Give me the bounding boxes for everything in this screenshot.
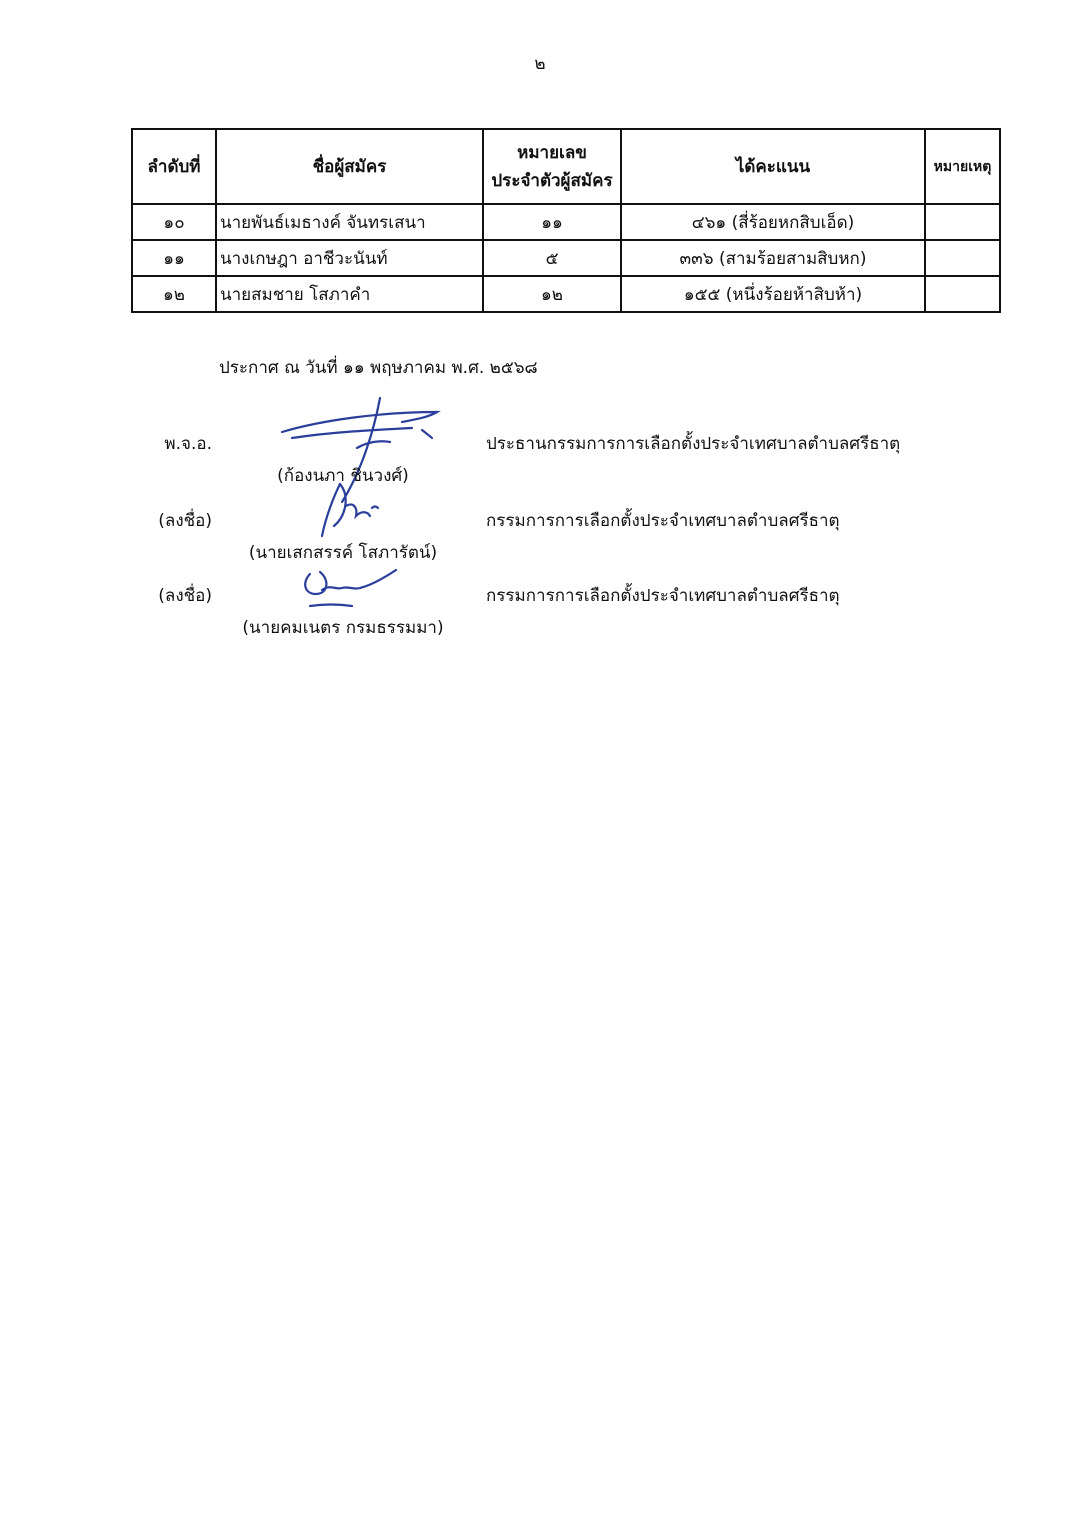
header-id-line2: ประจำตัวผู้สมัคร bbox=[491, 170, 613, 191]
signatory-name: (นายคมเนตร กรมธรรมมา) bbox=[242, 618, 444, 638]
signatory-prefix: (ลงชื่อ) bbox=[158, 586, 212, 606]
signatory-row bbox=[0, 582, 1080, 642]
signatory-row bbox=[0, 430, 1080, 490]
signatory-title: ประธานกรรมการการเลือกตั้งประจำเทศบาลตำบลศรีธาตุ bbox=[486, 434, 901, 454]
cell-name: นางเกษฎา อาชีวะนันท์ bbox=[216, 240, 483, 276]
table-header-row bbox=[132, 129, 1000, 204]
signatory-row bbox=[0, 507, 1080, 567]
signatory-name: (นายเสกสรรค์ โสภารัตน์) bbox=[248, 543, 438, 563]
header-score: ได้คะแนน bbox=[621, 129, 925, 204]
cell-order: ๑๐ bbox=[132, 204, 216, 240]
signatory-prefix: พ.จ.อ. bbox=[164, 434, 212, 454]
signatory-prefix: (ลงชื่อ) bbox=[158, 511, 212, 531]
cell-order: ๑๑ bbox=[132, 240, 216, 276]
cell-candidate-id: ๑๑ bbox=[483, 204, 621, 240]
cell-candidate-id: ๕ bbox=[483, 240, 621, 276]
cell-name: นายสมชาย โสภาคำ bbox=[216, 276, 483, 312]
signatory-title: กรรมการการเลือกตั้งประจำเทศบาลตำบลศรีธาตุ bbox=[486, 511, 840, 531]
cell-name: นายพันธ์เมธางค์ จันทรเสนา bbox=[216, 204, 483, 240]
cell-score: ๑๕๕ (หนึ่งร้อยห้าสิบห้า) bbox=[621, 276, 925, 312]
cell-score: ๓๓๖ (สามร้อยสามสิบหก) bbox=[621, 240, 925, 276]
cell-remark bbox=[925, 240, 1000, 276]
header-id-line1: หมายเลข bbox=[517, 142, 587, 163]
page-number: ๒ bbox=[534, 54, 546, 74]
table-row bbox=[132, 240, 1000, 276]
cell-order: ๑๒ bbox=[132, 276, 216, 312]
announcement-date: ประกาศ ณ วันที่ ๑๑ พฤษภาคม พ.ศ. ๒๕๖๘ bbox=[219, 358, 538, 378]
cell-remark bbox=[925, 276, 1000, 312]
signatory-title: กรรมการการเลือกตั้งประจำเทศบาลตำบลศรีธาตุ bbox=[486, 586, 840, 606]
signatory-name: (ก้องนภา ชินวงศ์) bbox=[277, 466, 409, 486]
results-table bbox=[131, 128, 1001, 313]
table-row bbox=[132, 204, 1000, 240]
header-name: ชื่อผู้สมัคร bbox=[216, 129, 483, 204]
cell-score: ๔๖๑ (สี่ร้อยหกสิบเอ็ด) bbox=[621, 204, 925, 240]
header-remark: หมายเหตุ bbox=[925, 129, 1000, 204]
header-candidate-id bbox=[483, 129, 621, 204]
table-row bbox=[132, 276, 1000, 312]
cell-remark bbox=[925, 204, 1000, 240]
header-order: ลำดับที่ bbox=[132, 129, 216, 204]
cell-candidate-id: ๑๒ bbox=[483, 276, 621, 312]
